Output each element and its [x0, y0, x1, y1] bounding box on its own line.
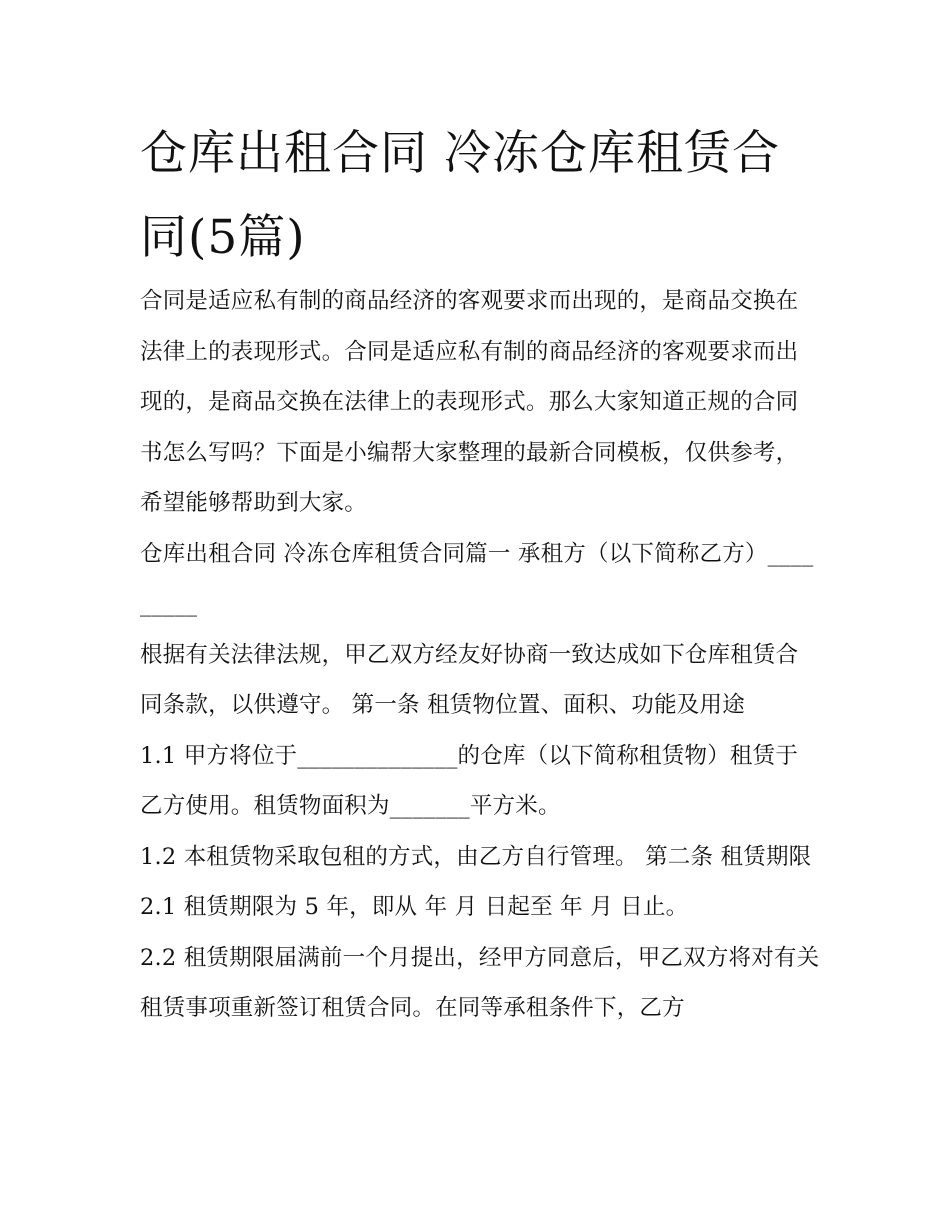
agreement-paragraph: 根据有关法律法规，甲乙双方经友好协商一致达成如下仓库租赁合同条款，以供遵守。 第一条 租赁物位置、面积、功能及用途	[140, 641, 799, 718]
clause-1-1: 1.1 甲方将位于______________的仓库（以下简称租赁物）租赁于乙方使用。租赁物面积为_______平方米。	[140, 742, 799, 819]
document-body	[140, 276, 820, 1034]
intro-paragraph: 合同是适应私有制的商品经济的客观要求而出现的，是商品交换在法律上的表现形式。合同是适应私有制的商品经济的客观要求而出现的，是商品交换在法律上的表现形式。那么大家知道正规的合同书怎么写吗？下面是小编帮大家整理的最新合同模板，仅供参考，希望能够帮助到大家。	[140, 288, 799, 516]
contract-heading-paragraph: 仓库出租合同 冷冻仓库租赁合同篇一 承租方（以下简称乙方）_________	[140, 540, 814, 617]
clause-1-2: 1.2 本租赁物采取包租的方式，由乙方自行管理。 第二条 租赁期限 2.1 租赁期限为 5 年，即从 年 月 日起至 年 月 日止。	[140, 843, 812, 920]
document-title: 仓库出租合同 冷冻仓库租赁合同(5篇)	[140, 126, 780, 265]
clause-2-2: 2.2 租赁期限届满前一个月提出，经甲方同意后，甲乙双方将对有关租赁事项重新签订租赁合同。在同等承租条件下，乙方	[140, 944, 820, 1021]
